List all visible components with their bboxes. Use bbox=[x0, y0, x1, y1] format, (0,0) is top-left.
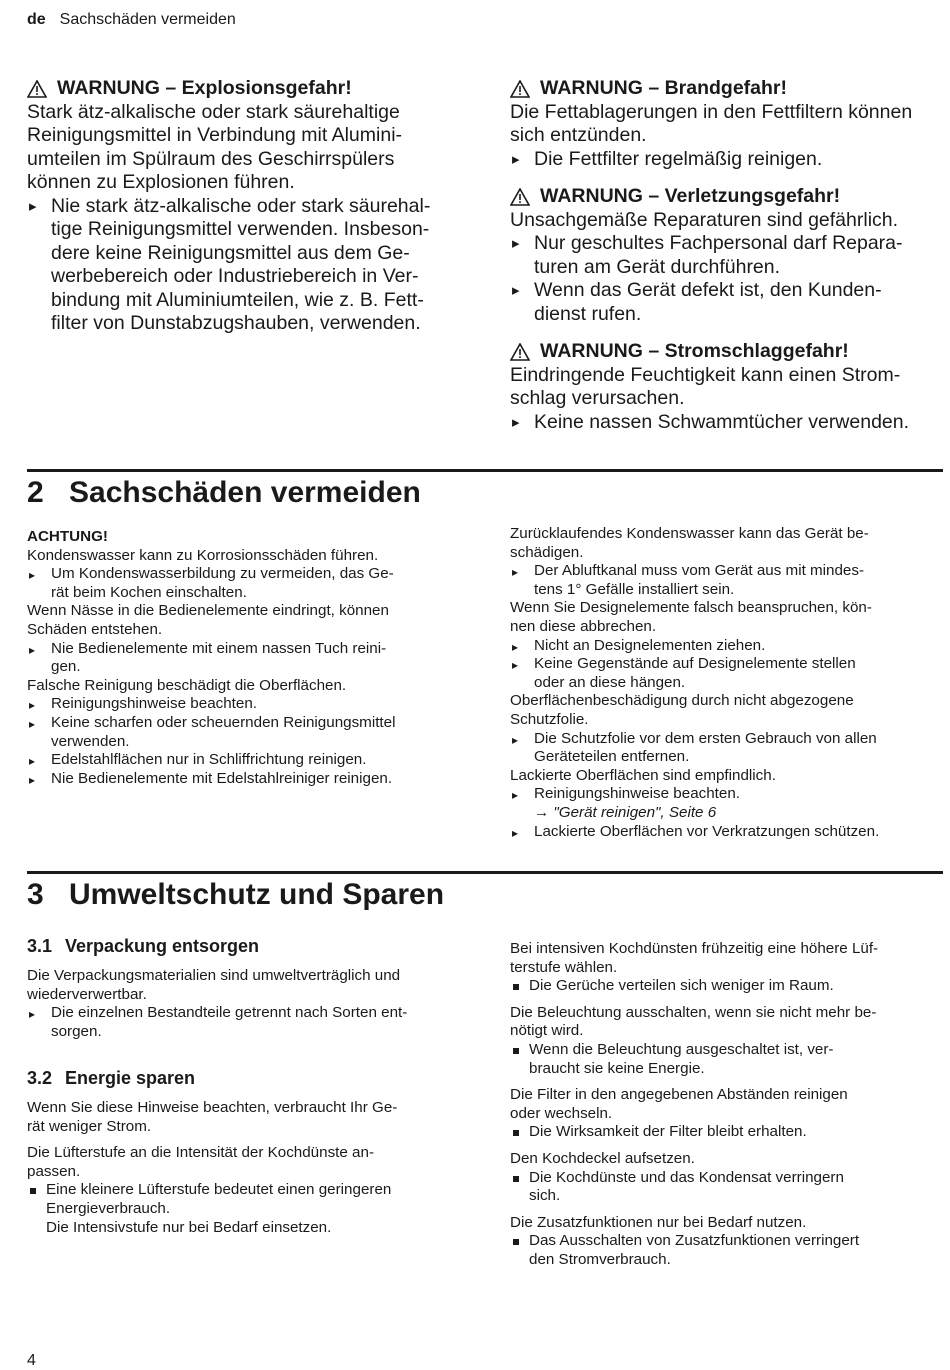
text-line: braucht sie keine Energie. bbox=[529, 1059, 705, 1077]
text-line: Geräteteilen entfernen. bbox=[534, 748, 690, 766]
text-line: schlag verursachen. bbox=[510, 387, 685, 409]
text-line: Wenn Sie Designelemente falsch beanspruchen, kön- bbox=[510, 599, 872, 617]
text-line: Das Ausschalten von Zusatzfunktionen verringert bbox=[529, 1232, 860, 1250]
subsection-3-2-heading: 3.2 Energie sparen bbox=[27, 1068, 196, 1088]
paragraph bbox=[27, 547, 467, 566]
warning-block bbox=[510, 340, 950, 434]
spacer bbox=[510, 1142, 945, 1150]
text-line: Wenn Sie diese Hinweise beachten, verbraucht Ihr Ge- bbox=[27, 1099, 398, 1116]
warnings-right bbox=[510, 77, 950, 434]
paragraph bbox=[510, 525, 945, 562]
paragraph bbox=[510, 940, 945, 977]
text-line: Eine kleinere Lüfterstufe bedeutet einen geringeren bbox=[46, 1181, 392, 1199]
text-line: ▸ Nie Bedienelemente mit einem nassen Tuch reini- bbox=[51, 639, 387, 657]
subsection-3-1-heading: 3.1 Verpackung entsorgen bbox=[27, 936, 260, 956]
text-line: oder wechseln. bbox=[510, 1104, 613, 1122]
instruction-item bbox=[27, 565, 467, 602]
text-line: turen am Gerät durchführen. bbox=[534, 255, 781, 278]
text-line: Stark ätz-alkalische oder stark säurehaltige bbox=[27, 100, 400, 123]
text-line: Kondenswasser kann zu Korrosionsschäden führen. bbox=[27, 546, 379, 564]
text-line: ▸ Um Kondenswasserbildung zu vermeiden, das Ge- bbox=[51, 565, 394, 583]
text-line: Schäden entstehen. bbox=[27, 620, 163, 638]
result-item bbox=[27, 1181, 467, 1237]
text-line: Lackierte Oberflächen sind empfindlich. bbox=[510, 766, 776, 784]
result-item bbox=[510, 1169, 945, 1206]
text-line: verwenden. bbox=[51, 732, 130, 750]
section-divider bbox=[27, 871, 943, 874]
text-line: können zu Explosionen führen. bbox=[27, 171, 295, 193]
text-line: ▸ Keine scharfen oder scheuernden Reinigungsmittel bbox=[51, 713, 396, 731]
warning-text bbox=[510, 209, 950, 233]
warning-title: WARNUNG – Stromschlaggefahr! bbox=[510, 340, 950, 364]
page-header bbox=[27, 11, 236, 29]
paragraph bbox=[27, 602, 467, 639]
result-item bbox=[510, 977, 945, 996]
warning-instruction bbox=[510, 411, 950, 435]
paragraph bbox=[27, 677, 467, 696]
instruction-item bbox=[510, 823, 945, 842]
subsection-3-1-body bbox=[27, 967, 467, 1041]
text-line: umteilen im Spülraum des Geschirrspülers bbox=[27, 147, 395, 170]
instruction-item bbox=[27, 714, 467, 751]
text-line: bindung mit Aluminiumteilen, wie z. B. Fett- bbox=[51, 288, 424, 311]
paragraph bbox=[27, 967, 467, 1004]
instruction-item bbox=[510, 785, 945, 804]
text-line: → "Gerät reinigen", Seite 6 bbox=[534, 803, 717, 821]
instruction-item bbox=[27, 695, 467, 714]
text-line: nen diese abbrechen. bbox=[510, 617, 657, 635]
section-2-right bbox=[510, 525, 945, 841]
section-3-heading: 3 Umweltschutz und Sparen bbox=[27, 878, 445, 911]
text-line: oder an diese hängen. bbox=[534, 673, 686, 691]
section-divider bbox=[27, 469, 943, 472]
paragraph bbox=[510, 1214, 945, 1233]
text-line: ▸ Die einzelnen Bestandteile getrennt nach Sorten ent- bbox=[51, 1004, 408, 1022]
spacer bbox=[510, 996, 945, 1004]
text-line: Die Gerüche verteilen sich weniger im Raum. bbox=[529, 977, 834, 995]
section-2-heading: 2 Sachschäden vermeiden bbox=[27, 476, 421, 509]
header-title: Sachschäden vermeiden bbox=[59, 11, 236, 28]
text-line: ▸ Reinigungshinweise beachten. bbox=[534, 785, 741, 803]
text-line: Die Beleuchtung ausschalten, wenn sie nicht mehr be- bbox=[510, 1003, 877, 1021]
text-line: ▸ Die Schutzfolie vor dem ersten Gebrauch von allen bbox=[534, 729, 877, 747]
warning-title: WARNUNG – Verletzungsgefahr! bbox=[510, 185, 950, 209]
text-line: tens 1° Gefälle installiert sein. bbox=[534, 580, 735, 598]
warning-instruction bbox=[510, 148, 950, 172]
text-line: Die Zusatzfunktionen nur bei Bedarf nutzen. bbox=[510, 1213, 807, 1231]
warning-block bbox=[510, 77, 950, 171]
text-line: rät weniger Strom. bbox=[27, 1117, 152, 1135]
text-line: Die Lüfterstufe an die Intensität der Kochdünste an- bbox=[27, 1144, 374, 1162]
text-line: ▸ Nur geschultes Fachpersonal darf Repara- bbox=[534, 232, 903, 254]
instruction-item bbox=[510, 562, 945, 599]
result-item bbox=[510, 1123, 945, 1142]
instruction-item bbox=[27, 1004, 467, 1041]
subsection-3-2-body bbox=[27, 1099, 467, 1237]
page-number: 4 bbox=[27, 1352, 36, 1369]
text-line: dere keine Reinigungsmittel aus dem Ge- bbox=[51, 241, 410, 264]
warning-instruction bbox=[510, 279, 950, 326]
text-line: nötigt wird. bbox=[510, 1022, 584, 1040]
instruction-item bbox=[510, 637, 945, 656]
section-2-left bbox=[27, 528, 467, 788]
text-line: ▸ Nie Bedienelemente mit Edelstahlreiniger reinigen. bbox=[51, 769, 393, 787]
text-line: gen. bbox=[51, 658, 81, 676]
text-line: schädigen. bbox=[510, 543, 584, 561]
text-line: Bei intensiven Kochdünsten frühzeitig eine höhere Lüf- bbox=[510, 940, 879, 957]
warning-triangle-icon bbox=[510, 188, 530, 206]
text-line: sich entzünden. bbox=[510, 124, 647, 146]
spacer bbox=[510, 1206, 945, 1214]
text-line: ▸ Edelstahlflächen nur in Schliffrichtung reinigen. bbox=[51, 751, 367, 769]
warning-title: WARNUNG – Brandgefahr! bbox=[510, 77, 950, 101]
warning-triangle-icon bbox=[510, 343, 530, 361]
paragraph bbox=[510, 767, 945, 786]
instruction-item bbox=[510, 655, 945, 692]
text-line: rät beim Kochen einschalten. bbox=[51, 583, 247, 601]
text-line: Die Intensivstufe nur bei Bedarf einsetzen. bbox=[46, 1218, 332, 1236]
text-line: Die Filter in den angegebenen Abständen reinigen bbox=[510, 1086, 848, 1104]
instruction-item bbox=[27, 640, 467, 677]
text-line: ▸ Keine Gegenstände auf Designelemente stellen bbox=[534, 655, 856, 673]
paragraph bbox=[510, 1086, 945, 1123]
text-line: ▸ Reinigungshinweise beachten. bbox=[51, 695, 258, 713]
text-line: Die Verpackungsmaterialien sind umweltverträglich und bbox=[27, 967, 401, 984]
warning-text bbox=[510, 364, 950, 411]
text-line: tige Reinigungsmittel verwenden. Insbeson- bbox=[51, 218, 430, 240]
warning-title: WARNUNG – Explosionsgefahr! bbox=[27, 77, 467, 101]
text-line: ▸ Nie stark ätz-alkalische oder stark säurehal- bbox=[51, 194, 431, 217]
text-line: Die Kochdünste und das Kondensat verringern bbox=[529, 1168, 844, 1186]
text-line: wiederverwertbar. bbox=[27, 985, 147, 1003]
text-line: Falsche Reinigung beschädigt die Oberflächen. bbox=[27, 676, 347, 694]
text-line: Energieverbrauch. bbox=[46, 1199, 171, 1217]
text-line: Den Kochdeckel aufsetzen. bbox=[510, 1149, 695, 1167]
warning-triangle-icon bbox=[27, 80, 47, 98]
language-code: de bbox=[27, 11, 46, 28]
text-line: werbebereich oder Industriebereich in Ver- bbox=[51, 265, 419, 287]
text-line: den Stromverbrauch. bbox=[529, 1250, 671, 1268]
warning-instruction bbox=[27, 195, 467, 336]
result-item bbox=[510, 1041, 945, 1078]
text-line: ▸ Nicht an Designelementen ziehen. bbox=[534, 636, 766, 654]
instruction-item bbox=[510, 730, 945, 767]
warning-triangle-icon bbox=[510, 80, 530, 98]
instruction-item bbox=[27, 770, 467, 789]
text-line: passen. bbox=[27, 1162, 81, 1180]
cross-reference-link[interactable] bbox=[510, 804, 945, 823]
paragraph bbox=[510, 692, 945, 729]
text-line: ▸ Wenn das Gerät defekt ist, den Kunden- bbox=[534, 279, 882, 301]
warning-block bbox=[510, 185, 950, 326]
text-line: ▸ Keine nassen Schwammtücher verwenden. bbox=[534, 410, 910, 433]
warning-explosion bbox=[27, 77, 467, 336]
text-line: Die Fettablagerungen in den Fettfiltern können bbox=[510, 100, 913, 123]
text-line: sorgen. bbox=[51, 1022, 102, 1040]
text-line: ▸ Lackierte Oberflächen vor Verkratzungen schützen. bbox=[534, 822, 880, 840]
text-line: Die Wirksamkeit der Filter bleibt erhalten. bbox=[529, 1123, 807, 1141]
text-line: Wenn die Beleuchtung ausgeschaltet ist, ver- bbox=[529, 1040, 834, 1058]
text-line: ▸ Der Abluftkanal muss vom Gerät aus mit mindes- bbox=[534, 562, 865, 580]
paragraph bbox=[27, 1099, 467, 1136]
achtung-label: ACHTUNG! bbox=[27, 528, 108, 545]
text-line: Oberflächenbeschädigung durch nicht abgezogene bbox=[510, 692, 854, 710]
text-line: sich. bbox=[529, 1187, 561, 1205]
text-line: dienst rufen. bbox=[534, 302, 642, 325]
text-line: filter von Dunstabzugshauben, verwenden. bbox=[51, 312, 421, 334]
instruction-item bbox=[27, 751, 467, 770]
warning-text bbox=[27, 101, 467, 195]
warning-text bbox=[510, 101, 950, 148]
text-line: Reinigungsmittel in Verbindung mit Alumini- bbox=[27, 124, 403, 146]
spacer bbox=[27, 1136, 467, 1144]
paragraph bbox=[510, 1004, 945, 1041]
text-line: Unsachgemäße Reparaturen sind gefährlich. bbox=[510, 208, 899, 231]
warning-instruction bbox=[510, 232, 950, 279]
paragraph bbox=[510, 1150, 945, 1169]
text-line: terstufe wählen. bbox=[510, 958, 618, 976]
paragraph bbox=[510, 599, 945, 636]
result-item bbox=[510, 1232, 945, 1269]
text-line: Eindringende Feuchtigkeit kann einen Strom- bbox=[510, 363, 901, 386]
text-line: Schutzfolie. bbox=[510, 710, 589, 728]
text-line: ▸ Die Fettfilter regelmäßig reinigen. bbox=[534, 147, 823, 170]
text-line: Wenn Nässe in die Bedienelemente eindringt, können bbox=[27, 602, 389, 620]
paragraph bbox=[27, 1144, 467, 1181]
section-3-right bbox=[510, 940, 945, 1270]
spacer bbox=[510, 1078, 945, 1086]
text-line: Zurücklaufendes Kondenswasser kann das Gerät be- bbox=[510, 525, 869, 542]
